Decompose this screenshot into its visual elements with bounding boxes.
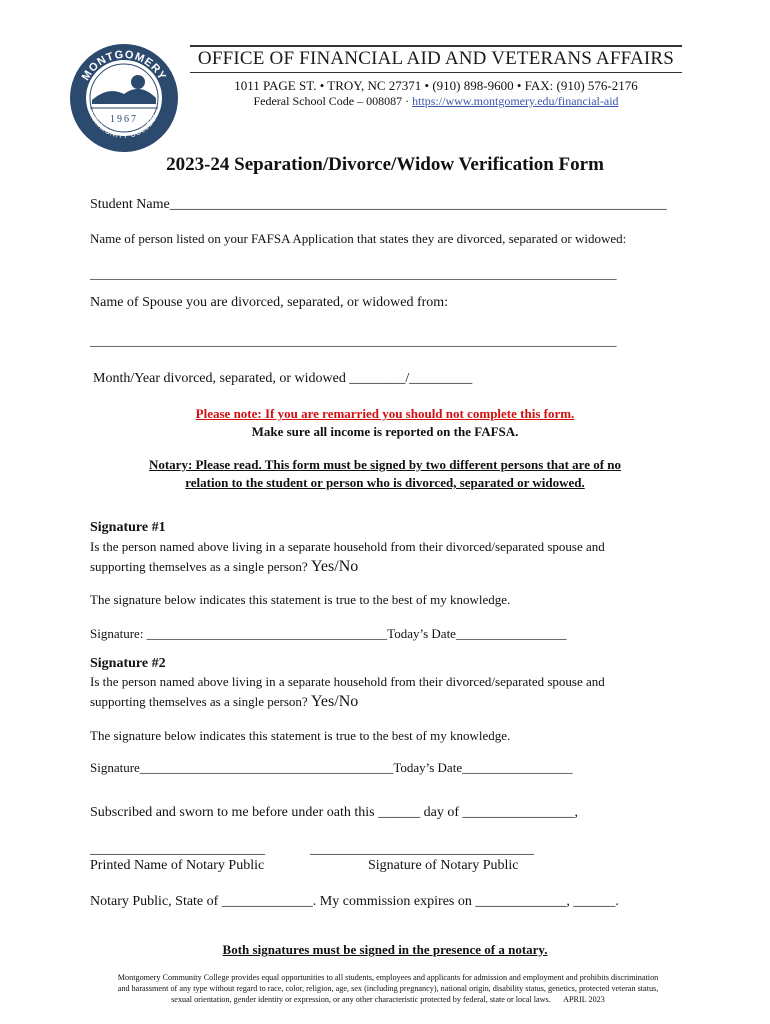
seal-bottom-text: COMMUNITY COLLEGE bbox=[87, 110, 161, 141]
notary-note-line2: relation to the student or person who is divorced, separated or widowed. bbox=[185, 475, 585, 490]
signature-2-question-line1: Is the person named above living in a separate household from their divorced/separated spouse and bbox=[90, 674, 605, 689]
office-name: OFFICE OF FINANCIAL AID AND VETERANS AFFAIRS bbox=[197, 48, 675, 69]
signature-1-question-text: supporting themselves as a single person? bbox=[90, 559, 308, 574]
form-title: 2023-24 Separation/Divorce/Widow Verification Form bbox=[166, 154, 604, 175]
signature-2-statement: The signature below indicates this statement is true to the best of my knowledge. bbox=[90, 728, 511, 743]
footer-line3: sexual orientation, gender identity or expression, or any other characteristic protected by federal, state or local laws. bbox=[171, 995, 551, 1004]
notary-signature-label: Signature of Notary Public bbox=[368, 858, 519, 873]
financial-aid-link[interactable]: https://www.montgomery.edu/financial-aid bbox=[412, 94, 619, 108]
spouse-prompt: Name of Spouse you are divorced, separated, or widowed from: bbox=[90, 295, 449, 310]
college-seal-logo bbox=[68, 42, 180, 154]
seal-year: 1967 bbox=[110, 114, 138, 125]
office-address: 1011 PAGE ST. • TROY, NC 27371 • (910) 898-9600 • FAX: (910) 576-2176 bbox=[234, 78, 638, 93]
header-rule-bottom bbox=[190, 72, 682, 73]
footer-line1: Montgomery Community College provides equal opportunities to all students, employees and applicants for admission and employment and prohibits discrimination bbox=[117, 973, 659, 982]
seal-top-text: MONTGOMERY bbox=[79, 48, 169, 83]
school-code bbox=[190, 94, 682, 109]
header-rule-top bbox=[190, 45, 682, 47]
remarried-warning: Please note: If you are remarried you should not complete this form. bbox=[195, 406, 575, 421]
both-signatures-note: Both signatures must be signed in the presence of a notary. bbox=[222, 942, 548, 957]
student-name-field[interactable]: Student Name_______________________________________________________________________ bbox=[90, 197, 667, 212]
signature-1-statement: The signature below indicates this statement is true to the best of my knowledge. bbox=[90, 592, 511, 607]
fafsa-person-prompt: Name of person listed on your FAFSA Application that states they are divorced, separated or widowed: bbox=[90, 231, 627, 246]
notary-signature-line[interactable]: ________________________________ bbox=[310, 842, 534, 857]
signature-2-question-line2 bbox=[90, 693, 358, 711]
notary-note-line1: Notary: Please read. This form must be signed by two different persons that are of no bbox=[148, 457, 622, 472]
school-code-text: Federal School Code – 008087 · bbox=[253, 94, 413, 108]
signature-1-question-line2 bbox=[90, 558, 358, 576]
signature-2-yes-no[interactable]: Yes/No bbox=[310, 693, 359, 710]
signature-2-heading: Signature #2 bbox=[90, 656, 166, 671]
signature-1-question-line1: Is the person named above living in a separate household from their divorced/separated spouse and bbox=[90, 539, 605, 554]
form-revision-date: APRIL 2023 bbox=[563, 995, 605, 1004]
signature-1-heading: Signature #1 bbox=[90, 520, 166, 535]
signature-2-line[interactable]: Signature_______________________________________Today’s Date_________________ bbox=[90, 760, 573, 775]
printed-name-label: Printed Name of Notary Public bbox=[90, 858, 265, 873]
footer-line3-row bbox=[88, 994, 688, 1005]
signature-2-question-text: supporting themselves as a single person? bbox=[90, 694, 308, 709]
income-note: Make sure all income is reported on the FAFSA. bbox=[251, 424, 519, 439]
month-year-field[interactable]: Month/Year divorced, separated, or widowed ________/_________ bbox=[93, 371, 473, 386]
signature-1-line[interactable]: Signature: _____________________________________Today’s Date_________________ bbox=[90, 626, 567, 641]
notary-state-field[interactable]: Notary Public, State of _____________. My commission expires on _____________, ______. bbox=[90, 894, 619, 909]
fafsa-person-field[interactable]: _________________________________________________________________________________ bbox=[90, 266, 617, 281]
printed-name-line[interactable]: _________________________ bbox=[90, 842, 265, 857]
sworn-statement[interactable]: Subscribed and sworn to me before under oath this ______ day of ________________, bbox=[90, 805, 578, 820]
spouse-field[interactable]: _________________________________________________________________________________ bbox=[90, 333, 617, 348]
nondiscrimination-footer bbox=[88, 972, 688, 1005]
footer-line2: and harassment of any type without regard to race, color, religion, age, sex (including pregnancy), national origin, disability status, genetics, protected veteran status, bbox=[117, 984, 659, 993]
signature-1-yes-no[interactable]: Yes/No bbox=[310, 558, 359, 575]
